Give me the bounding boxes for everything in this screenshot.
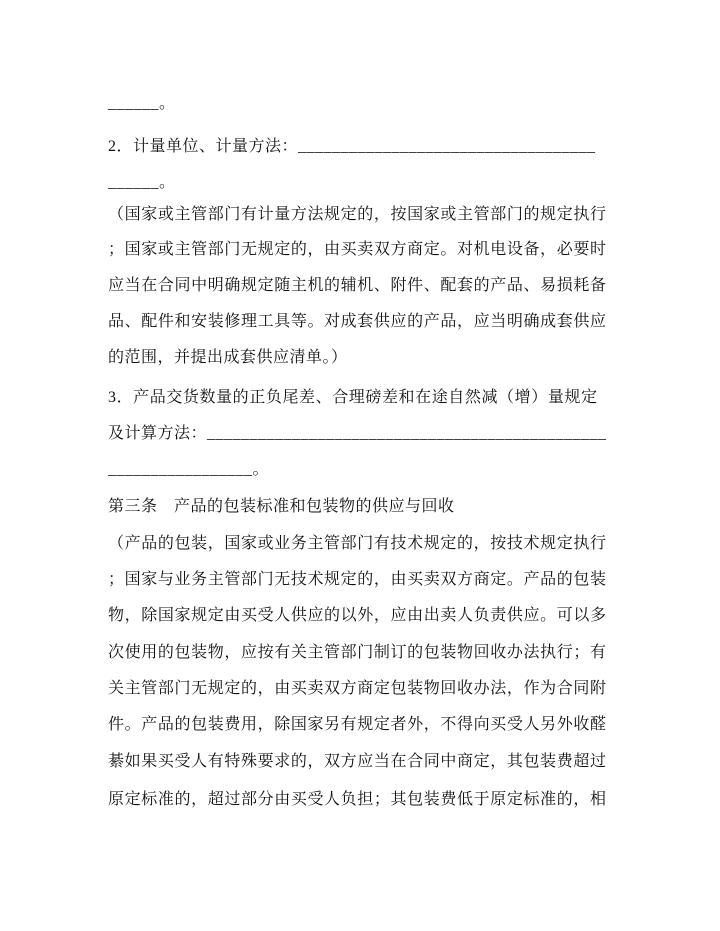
clause-3-quantity-tolerance: 3．产品交货数量的正负尾差、合理磅差和在途自然减（增）量规定 bbox=[108, 389, 597, 406]
document-line: （产品的包装，国家或业务主管部门有技术规定的，按技术规定执行 bbox=[108, 535, 606, 552]
document-line: 品、配件和安装修理工具等。对成套供应的产品，应当明确成套供应 bbox=[108, 313, 606, 330]
article-3-heading: 第三条 产品的包装标准和包装物的供应与回收 bbox=[108, 498, 455, 515]
document-line: 次使用的包装物，应按有关主管部门制订的包装物回收办法执行；有 bbox=[108, 644, 606, 661]
blank-line-end: ______。 bbox=[108, 174, 176, 191]
document-line: 的范围，并提出成套供应清单。） bbox=[108, 349, 348, 366]
blank-line-end: ______。 bbox=[108, 95, 176, 112]
clause-2-measurement: 2．计量单位、计量方法：___________________________________ bbox=[108, 138, 596, 155]
document-line: 物，除国家规定由买受人供应的以外，应由出卖人负责供应。可以多 bbox=[108, 607, 606, 624]
document-line: 应当在合同中明确规定随主机的辅机、附件、配套的产品、易损耗备 bbox=[108, 277, 606, 294]
document-line: 关主管部门无规定的，由买卖双方商定包装物回收办法，作为合同附 bbox=[108, 680, 606, 697]
document-line: 件。产品的包装费用，除国家另有规定者外，不得向买受人另外收醛 bbox=[108, 716, 606, 733]
document-line: ；国家或主管部门无规定的，由买卖双方商定。对机电设备，必要时 bbox=[108, 241, 606, 258]
document-line: ；国家与业务主管部门无技术规定的，由买卖双方商定。产品的包装 bbox=[108, 571, 606, 588]
document-line: （国家或主管部门有计量方法规定的，按国家或主管部门的规定执行 bbox=[108, 206, 606, 223]
blank-line-end: _________________。 bbox=[108, 461, 270, 478]
document-line: 綦如果买受人有特殊要求的，双方应当在合同中商定，其包装费超过 bbox=[108, 753, 606, 770]
calculation-method-line: 及计算方法：_______________________________________________ bbox=[108, 425, 607, 442]
document-line: 原定标准的，超过部分由买受人负担；其包装费低于原定标准的，相 bbox=[108, 791, 606, 808]
